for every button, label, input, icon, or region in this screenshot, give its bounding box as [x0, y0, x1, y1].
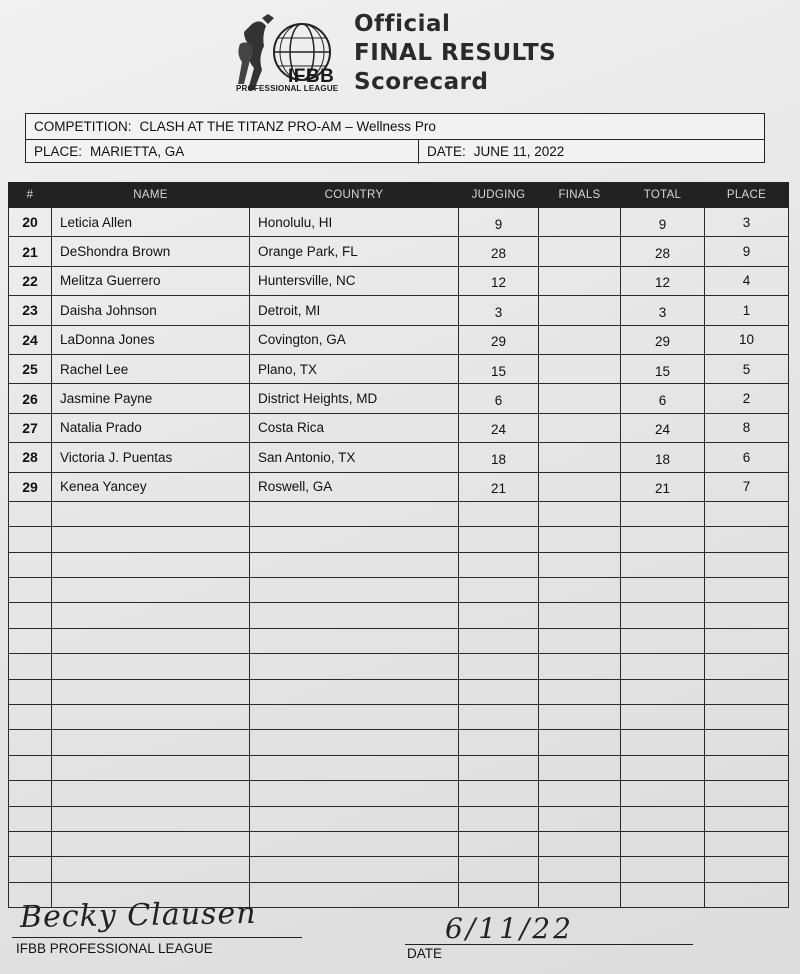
cell-place: 4: [705, 266, 789, 295]
header-name: NAME: [52, 183, 250, 208]
cell-country: Costa Rica: [250, 413, 459, 442]
empty-cell: [705, 552, 789, 577]
cell-place: 3: [705, 208, 789, 237]
empty-cell: [250, 755, 459, 780]
empty-cell: [621, 552, 705, 577]
empty-cell: [705, 527, 789, 552]
cell-total: 21: [621, 472, 705, 501]
empty-cell: [459, 578, 539, 603]
empty-cell: [52, 831, 250, 856]
cell-finals: [539, 266, 621, 295]
logo-subtitle: PROFESSIONAL LEAGUE: [236, 84, 339, 93]
cell-judging: 3: [459, 296, 539, 325]
cell-judging: 28: [459, 237, 539, 266]
empty-cell: [705, 806, 789, 831]
date-value: JUNE 11, 2022: [473, 144, 565, 159]
empty-cell: [52, 603, 250, 628]
cell-country: San Antonio, TX: [250, 443, 459, 472]
cell-finals: [539, 325, 621, 354]
cell-name: Leticia Allen: [52, 208, 250, 237]
empty-cell: [9, 755, 52, 780]
empty-cell: [539, 679, 621, 704]
empty-row: [9, 831, 789, 856]
empty-cell: [250, 781, 459, 806]
cell-place: 7: [705, 472, 789, 501]
empty-cell: [52, 501, 250, 526]
empty-cell: [52, 527, 250, 552]
empty-cell: [621, 755, 705, 780]
table-row: [9, 443, 789, 472]
logo-brand: IFBB: [288, 66, 335, 87]
empty-cell: [250, 679, 459, 704]
cell-country: Orange Park, FL: [250, 237, 459, 266]
cell-finals: [539, 208, 621, 237]
table-header-row: [9, 183, 789, 208]
empty-cell: [539, 705, 621, 730]
empty-cell: [621, 882, 705, 907]
empty-cell: [9, 705, 52, 730]
cell-judging: 9: [459, 208, 539, 237]
empty-cell: [9, 679, 52, 704]
empty-cell: [539, 628, 621, 653]
header-country: COUNTRY: [250, 183, 459, 208]
empty-cell: [705, 755, 789, 780]
cell-name: Natalia Prado: [52, 413, 250, 442]
cell-num: 22: [9, 266, 52, 295]
cell-place: 5: [705, 354, 789, 383]
empty-cell: [705, 781, 789, 806]
header-number: #: [9, 183, 52, 208]
empty-cell: [52, 857, 250, 882]
page-title: [354, 10, 556, 97]
empty-cell: [459, 730, 539, 755]
cell-country: Huntersville, NC: [250, 266, 459, 295]
header-judging: JUDGING: [459, 183, 539, 208]
place-row: [26, 140, 419, 164]
cell-name: Melitza Guerrero: [52, 266, 250, 295]
empty-cell: [621, 527, 705, 552]
cell-place: 8: [705, 413, 789, 442]
signature: Becky Clausen: [19, 895, 257, 936]
title-line-3: Scorecard: [354, 69, 489, 95]
cell-name: LaDonna Jones: [52, 325, 250, 354]
date-line: [405, 944, 693, 945]
empty-cell: [705, 705, 789, 730]
empty-cell: [52, 705, 250, 730]
empty-row: [9, 628, 789, 653]
competition-info-box: [25, 113, 765, 163]
empty-cell: [539, 882, 621, 907]
empty-cell: [250, 806, 459, 831]
empty-row: [9, 730, 789, 755]
cell-judging: 24: [459, 413, 539, 442]
cell-judging: 29: [459, 325, 539, 354]
cell-place: 6: [705, 443, 789, 472]
cell-name: Victoria J. Puentas: [52, 443, 250, 472]
cell-total: 24: [621, 413, 705, 442]
empty-cell: [539, 755, 621, 780]
cell-country: Plano, TX: [250, 354, 459, 383]
empty-row: [9, 679, 789, 704]
empty-cell: [705, 831, 789, 856]
cell-finals: [539, 413, 621, 442]
empty-cell: [250, 501, 459, 526]
cell-country: District Heights, MD: [250, 384, 459, 413]
empty-cell: [9, 552, 52, 577]
empty-cell: [52, 755, 250, 780]
empty-cell: [52, 806, 250, 831]
empty-cell: [539, 527, 621, 552]
empty-cell: [9, 628, 52, 653]
empty-cell: [250, 730, 459, 755]
table-row: [9, 413, 789, 442]
cell-total: 29: [621, 325, 705, 354]
empty-cell: [250, 603, 459, 628]
empty-cell: [705, 603, 789, 628]
empty-row: [9, 857, 789, 882]
empty-cell: [250, 882, 459, 907]
empty-cell: [459, 781, 539, 806]
empty-cell: [9, 730, 52, 755]
cell-num: 27: [9, 413, 52, 442]
cell-name: DeShondra Brown: [52, 237, 250, 266]
cell-total: 6: [621, 384, 705, 413]
table-body: [9, 208, 789, 908]
empty-cell: [621, 730, 705, 755]
cell-total: 9: [621, 208, 705, 237]
header-place: PLACE: [705, 183, 789, 208]
cell-place: 2: [705, 384, 789, 413]
empty-cell: [9, 831, 52, 856]
empty-cell: [539, 857, 621, 882]
cell-total: 28: [621, 237, 705, 266]
empty-cell: [459, 628, 539, 653]
empty-cell: [9, 527, 52, 552]
cell-num: 21: [9, 237, 52, 266]
cell-num: 25: [9, 354, 52, 383]
table-row: [9, 384, 789, 413]
empty-cell: [250, 527, 459, 552]
empty-cell: [705, 578, 789, 603]
empty-cell: [621, 628, 705, 653]
empty-cell: [9, 781, 52, 806]
competition-value: CLASH AT THE TITANZ PRO-AM – Wellness Pro: [139, 119, 436, 134]
title-line-1: Official: [354, 11, 451, 37]
table-row: [9, 472, 789, 501]
cell-place: 9: [705, 237, 789, 266]
empty-cell: [621, 654, 705, 679]
cell-country: Detroit, MI: [250, 296, 459, 325]
empty-row: [9, 806, 789, 831]
empty-cell: [539, 578, 621, 603]
empty-cell: [9, 501, 52, 526]
footer-date-label: DATE: [407, 946, 443, 961]
empty-cell: [250, 705, 459, 730]
empty-cell: [9, 603, 52, 628]
empty-cell: [621, 781, 705, 806]
empty-cell: [459, 552, 539, 577]
empty-cell: [459, 882, 539, 907]
empty-cell: [621, 806, 705, 831]
table-row: [9, 354, 789, 383]
empty-cell: [705, 679, 789, 704]
empty-cell: [459, 857, 539, 882]
empty-row: [9, 501, 789, 526]
empty-row: [9, 603, 789, 628]
cell-finals: [539, 384, 621, 413]
table-row: [9, 208, 789, 237]
empty-cell: [52, 781, 250, 806]
place-label: PLACE:: [34, 144, 83, 159]
cell-place: 10: [705, 325, 789, 354]
empty-cell: [52, 628, 250, 653]
cell-name: Daisha Johnson: [52, 296, 250, 325]
cell-finals: [539, 296, 621, 325]
empty-cell: [539, 501, 621, 526]
table-row: [9, 237, 789, 266]
empty-cell: [705, 730, 789, 755]
empty-cell: [459, 679, 539, 704]
date-row: [419, 140, 772, 164]
table-row: [9, 266, 789, 295]
cell-num: 26: [9, 384, 52, 413]
empty-cell: [250, 831, 459, 856]
cell-judging: 15: [459, 354, 539, 383]
cell-name: Rachel Lee: [52, 354, 250, 383]
empty-row: [9, 552, 789, 577]
empty-cell: [459, 654, 539, 679]
empty-cell: [459, 527, 539, 552]
cell-name: Kenea Yancey: [52, 472, 250, 501]
handwritten-date: 6/11/22: [445, 912, 574, 945]
cell-num: 29: [9, 472, 52, 501]
cell-judging: 6: [459, 384, 539, 413]
empty-cell: [539, 730, 621, 755]
empty-cell: [539, 806, 621, 831]
empty-cell: [621, 831, 705, 856]
empty-cell: [52, 679, 250, 704]
empty-cell: [250, 654, 459, 679]
empty-cell: [9, 857, 52, 882]
signature-label: IFBB PROFESSIONAL LEAGUE: [16, 941, 213, 956]
cell-total: 12: [621, 266, 705, 295]
cell-judging: 21: [459, 472, 539, 501]
empty-cell: [705, 654, 789, 679]
empty-cell: [705, 501, 789, 526]
table-row: [9, 325, 789, 354]
cell-place: 1: [705, 296, 789, 325]
header-total: TOTAL: [621, 183, 705, 208]
empty-cell: [705, 857, 789, 882]
empty-cell: [52, 552, 250, 577]
empty-cell: [9, 806, 52, 831]
empty-cell: [621, 578, 705, 603]
empty-cell: [539, 831, 621, 856]
empty-cell: [459, 755, 539, 780]
empty-cell: [705, 882, 789, 907]
cell-finals: [539, 443, 621, 472]
empty-cell: [621, 501, 705, 526]
empty-cell: [459, 806, 539, 831]
empty-row: [9, 527, 789, 552]
results-table: [8, 182, 789, 908]
cell-total: 15: [621, 354, 705, 383]
empty-cell: [539, 654, 621, 679]
empty-cell: [9, 654, 52, 679]
empty-cell: [539, 781, 621, 806]
empty-cell: [250, 578, 459, 603]
competition-row: [26, 114, 764, 140]
empty-row: [9, 781, 789, 806]
empty-row: [9, 705, 789, 730]
cell-country: Roswell, GA: [250, 472, 459, 501]
cell-num: 24: [9, 325, 52, 354]
empty-row: [9, 755, 789, 780]
cell-country: Honolulu, HI: [250, 208, 459, 237]
empty-cell: [459, 501, 539, 526]
cell-finals: [539, 472, 621, 501]
cell-name: Jasmine Payne: [52, 384, 250, 413]
empty-cell: [250, 628, 459, 653]
empty-cell: [621, 857, 705, 882]
cell-finals: [539, 237, 621, 266]
date-label: DATE:: [427, 144, 466, 159]
empty-cell: [250, 552, 459, 577]
empty-row: [9, 654, 789, 679]
empty-row: [9, 578, 789, 603]
cell-num: 20: [9, 208, 52, 237]
empty-cell: [459, 705, 539, 730]
cell-num: 28: [9, 443, 52, 472]
cell-judging: 12: [459, 266, 539, 295]
empty-cell: [52, 578, 250, 603]
cell-country: Covington, GA: [250, 325, 459, 354]
empty-cell: [9, 578, 52, 603]
place-value: MARIETTA, GA: [90, 144, 185, 159]
empty-cell: [459, 603, 539, 628]
table-row: [9, 296, 789, 325]
cell-num: 23: [9, 296, 52, 325]
empty-cell: [52, 654, 250, 679]
cell-total: 3: [621, 296, 705, 325]
signature-line: [12, 937, 302, 938]
empty-cell: [621, 603, 705, 628]
empty-cell: [621, 705, 705, 730]
empty-cell: [621, 679, 705, 704]
empty-cell: [539, 603, 621, 628]
empty-cell: [459, 831, 539, 856]
cell-finals: [539, 354, 621, 383]
header-finals: FINALS: [539, 183, 621, 208]
title-line-2: FINAL RESULTS: [354, 40, 557, 66]
empty-cell: [250, 857, 459, 882]
empty-cell: [539, 552, 621, 577]
empty-cell: [52, 730, 250, 755]
cell-judging: 18: [459, 443, 539, 472]
cell-total: 18: [621, 443, 705, 472]
empty-cell: [705, 628, 789, 653]
competition-label: COMPETITION:: [34, 119, 132, 134]
